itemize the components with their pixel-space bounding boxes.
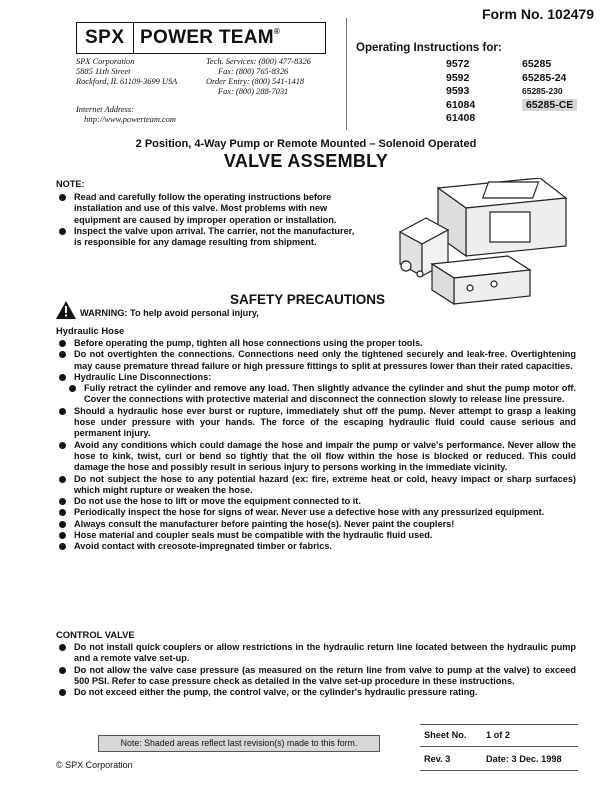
safety-heading: SAFETY PRECAUTIONS bbox=[230, 292, 386, 307]
list-item: Hydraulic Line Disconnections: bbox=[56, 372, 576, 383]
list-item: Inspect the valve upon arrival. The carrier, not the manufacturer, is responsible for any damage resulting from shipment. bbox=[56, 226, 356, 249]
logo-spx: SPX bbox=[85, 27, 125, 48]
contact-numbers: Tech. Services: (800) 477-8326 Fax: (800) 765-8326 Order Entry: (800) 541-1418 Fax: (800) 288-7031 bbox=[206, 57, 311, 96]
bullet-icon bbox=[59, 374, 66, 381]
warning-icon bbox=[56, 301, 76, 319]
control-valve-heading: CONTROL VALVE bbox=[56, 629, 135, 640]
operating-instructions-label: Operating Instructions for: bbox=[356, 42, 502, 54]
bullet-icon bbox=[59, 667, 66, 674]
bullet-icon bbox=[59, 689, 66, 696]
revised-model: 65285-CE bbox=[522, 99, 577, 111]
bullet-icon bbox=[69, 385, 76, 392]
list-item: Hose material and coupler seals must be compatible with the hydraulic fluid used. bbox=[56, 530, 576, 541]
sheet-label: Sheet No. bbox=[424, 730, 467, 740]
copyright: © SPX Corporation bbox=[56, 760, 133, 770]
bullet-icon bbox=[59, 498, 66, 505]
bullet-icon bbox=[59, 408, 66, 415]
header-divider bbox=[346, 18, 347, 130]
list-item: Do not use the hose to lift or move the equipment connected to it. bbox=[56, 496, 576, 507]
logo-power-team: POWER TEAM® bbox=[140, 27, 281, 48]
company-address: SPX Corporation 5885 11th Street Rockford, IL 61109-3699 USA bbox=[76, 57, 178, 86]
valve-assembly-illustration bbox=[390, 178, 590, 306]
document-subtitle: 2 Position, 4-Way Pump or Remote Mounted – Solenoid Operated bbox=[135, 138, 477, 150]
list-item: Always consult the manufacturer before painting the hose(s). Never paint the couplers! bbox=[56, 519, 576, 530]
footer-rule-top bbox=[420, 724, 578, 725]
footer-rule-bottom bbox=[420, 770, 578, 771]
warning-statement: WARNING: To help avoid personal injury, bbox=[56, 301, 259, 319]
bullet-icon bbox=[59, 521, 66, 528]
bullet-icon bbox=[59, 476, 66, 483]
list-item: Read and carefully follow the operating instructions before installation and use of this valve. Most problems with new equipment are caused by improper operation or installation. bbox=[56, 192, 356, 226]
list-item: Do not overtighten the connections. Connections need only the tightened securely and leak-free. Overtightening may cause premature thread failure or high pressure fittings to split at pressures lower than their rated capacities. bbox=[56, 349, 576, 372]
list-item: Should a hydraulic hose ever burst or rupture, immediately shut off the pump. Never attempt to grasp a leaking hose under pressure with your hands. The force of the escaping hydraulic fluid could cause serious and permanent injury. bbox=[56, 406, 576, 440]
list-item: Avoid contact with creosote-impregnated timber or fabrics. bbox=[56, 541, 576, 552]
list-item: Do not exceed either the pump, the control valve, or the cylinder's hydraulic pressure rating. bbox=[56, 687, 576, 698]
note-label: NOTE: bbox=[56, 179, 85, 189]
bullet-icon bbox=[59, 351, 66, 358]
revision-note: Note: Shaded areas reflect last revision(s) made to this form. bbox=[98, 735, 380, 752]
bullet-icon bbox=[59, 340, 66, 347]
bullet-icon bbox=[59, 228, 66, 235]
bullet-icon bbox=[59, 194, 66, 201]
website-link[interactable]: http://www.powerteam.com bbox=[84, 115, 176, 124]
bullet-icon bbox=[59, 509, 66, 516]
bullet-icon bbox=[59, 442, 66, 449]
list-item: Before operating the pump, tighten all hose connections using the proper tools. bbox=[56, 338, 576, 349]
list-item: Do not allow the valve case pressure (as measured on the return line from valve to pump at the valve) to exceed 500 PSI. Refer to case pressure check as detailed in the valve set-up procedure in these instructions. bbox=[56, 665, 576, 688]
list-item: Do not subject the hose to any potential hazard (ex: fire, extreme heat or cold, heavy impact or sharp surfaces) which might rupture or weaken the hose. bbox=[56, 474, 576, 497]
sheet-number: 1 of 2 bbox=[486, 730, 510, 740]
form-number: Form No. 102479 bbox=[481, 6, 594, 22]
brand-logo bbox=[76, 22, 326, 54]
revision-number: Rev. 3 bbox=[424, 754, 451, 764]
hydraulic-hose-heading: Hydraulic Hose bbox=[56, 325, 125, 336]
list-item: Do not install quick couplers or allow restrictions in the hydraulic return line located between the hydraulic pump and a remote valve set-up. bbox=[56, 642, 576, 665]
list-item: Fully retract the cylinder and remove any load. Then slightly advance the cylinder and shut the pump motor off. Cover the connections with protective material and disconnect the connection slowly to release line pressure. bbox=[56, 383, 576, 406]
valve-precautions-list bbox=[56, 642, 576, 698]
model-list-col1: 9572 9592 9593 61084 61408 bbox=[446, 58, 476, 124]
document-title: VALVE ASSEMBLY bbox=[223, 151, 389, 171]
bullet-icon bbox=[59, 532, 66, 539]
hose-precautions-list bbox=[56, 338, 576, 553]
list-item: Avoid any conditions which could damage the hose and impair the pump or valve's performance. Never allow the hose to kink, twist, curl or bend so tightly that the oil flow within the hose is blocked or reduced. This could damage the hose and possibly result in serious injury to persons working in the immediate vicinity. bbox=[56, 440, 576, 474]
note-list bbox=[56, 192, 356, 248]
bullet-icon bbox=[59, 644, 66, 651]
footer-rule-mid bbox=[420, 746, 578, 747]
revision-date: Date: 3 Dec. 1998 bbox=[486, 754, 562, 764]
model-list-col2: 65285 65285-24 65285-230 65285-CE bbox=[522, 58, 577, 112]
internet-address: Internet Address: http://www.powerteam.com bbox=[76, 105, 176, 124]
bullet-icon bbox=[59, 543, 66, 550]
list-item: Periodically inspect the hose for signs of wear. Never use a defective hose with any pressurized equipment. bbox=[56, 507, 576, 518]
